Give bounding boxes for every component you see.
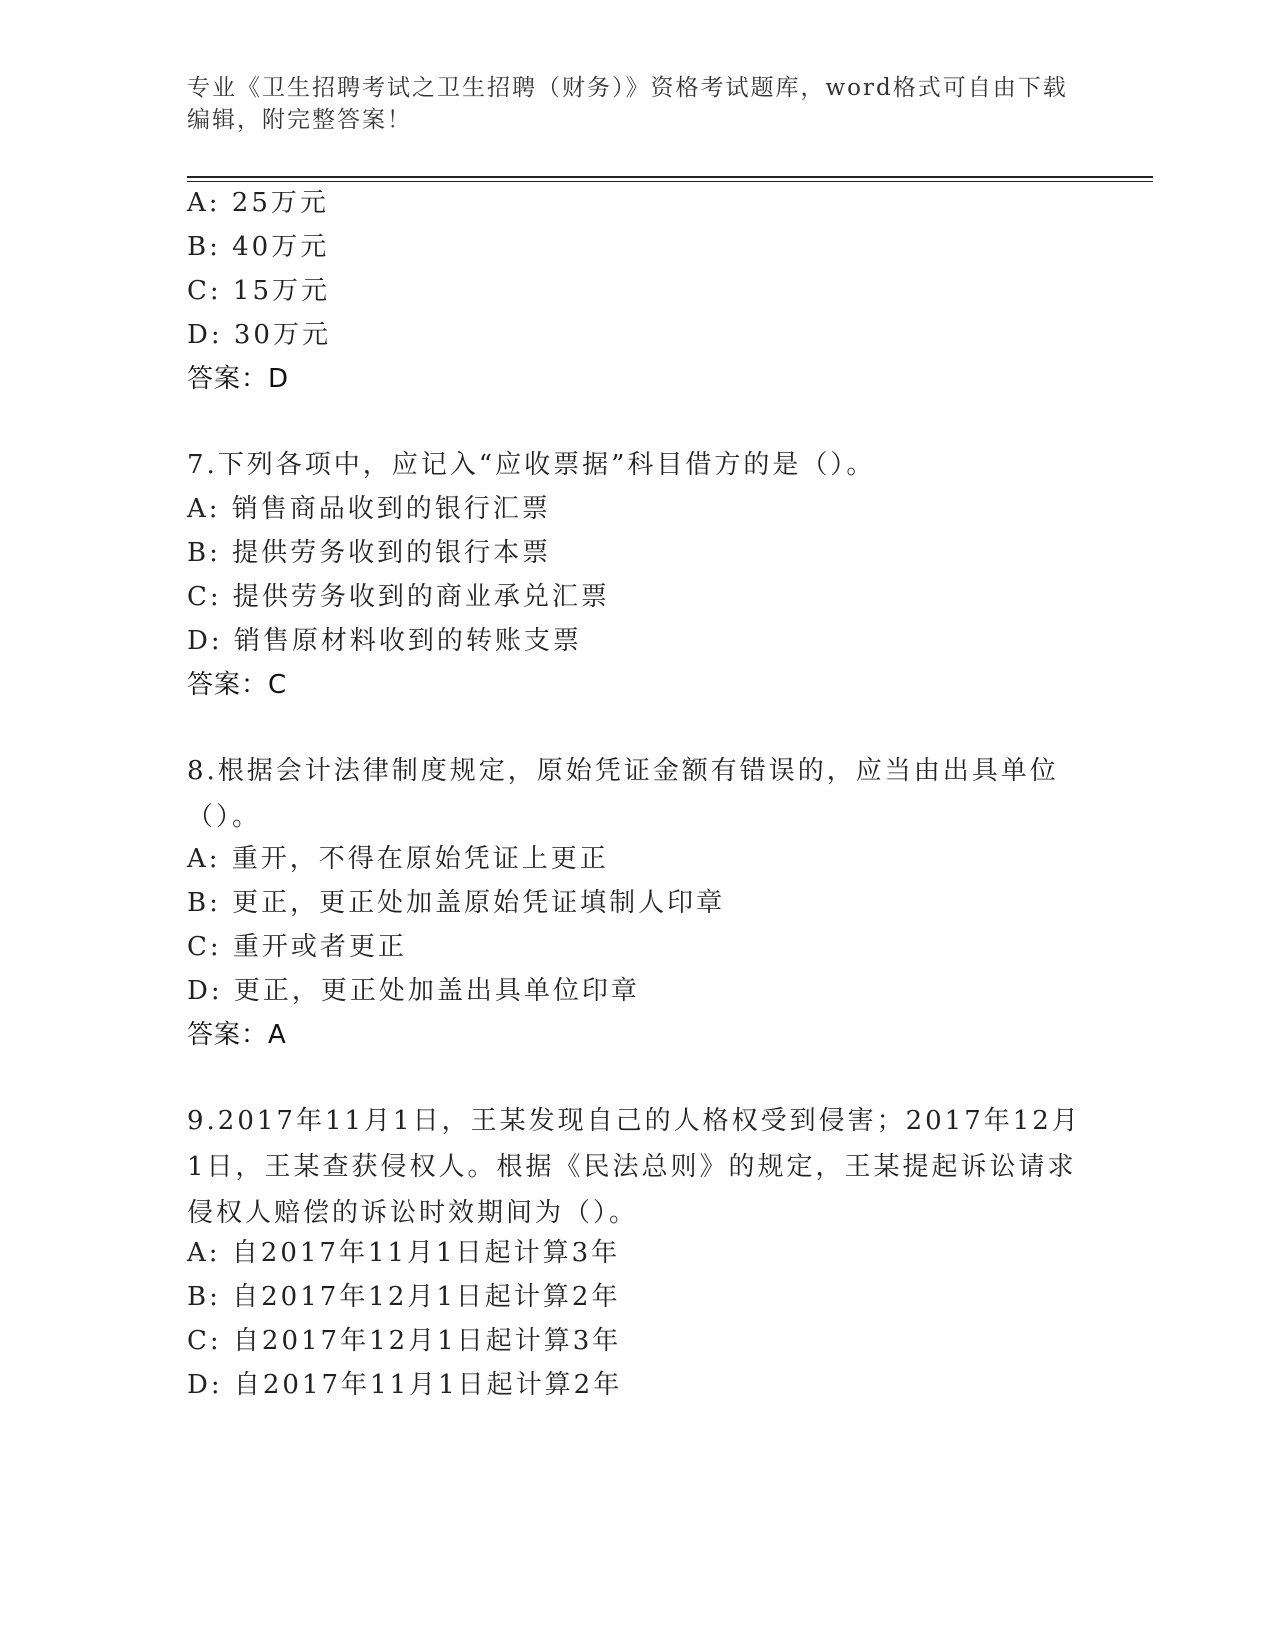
q8-answer: 答案：A	[187, 1020, 287, 1050]
q7-stem	[187, 442, 1087, 488]
header-divider-thick	[187, 176, 1153, 178]
q6-answer: 答案：D	[187, 364, 290, 394]
q8-option-b: B: 更正，更正处加盖原始凭证填制人印章	[187, 888, 726, 918]
q8-stem-line-1: 8.根据会计法律制度规定，原始凭证金额有错误的，应当由出具单位	[187, 756, 1059, 786]
q9-stem	[187, 1098, 1087, 1236]
header-line-2: 编辑，附完整答案！	[187, 107, 412, 133]
q6-option-d: D: 30万元	[187, 320, 331, 350]
q6-option-c: C: 15万元	[187, 276, 331, 306]
q9-stem-line-1: 9.2017年11月1日，王某发现自己的人格权受到侵害；2017年12月	[187, 1106, 1081, 1136]
q9-option-a: A: 自2017年11月1日起计算3年	[187, 1238, 621, 1268]
q9-option-d: D: 自2017年11月1日起计算2年	[187, 1370, 623, 1400]
q9-stem-line-3: 侵权人赔偿的诉讼时效期间为（）。	[187, 1198, 639, 1228]
q6-option-a: A: 25万元	[187, 188, 329, 218]
q7-option-b: B: 提供劳务收到的银行本票	[187, 538, 552, 568]
q7-option-c: C: 提供劳务收到的商业承兑汇票	[187, 582, 610, 612]
q9-stem-line-2: 1日，王某查获侵权人。根据《民法总则》的规定，王某提起诉讼请求	[187, 1152, 1077, 1182]
q7-option-d: D: 销售原材料收到的转账支票	[187, 626, 582, 656]
q7-answer: 答案：C	[187, 670, 288, 700]
q6-option-b: B: 40万元	[187, 232, 330, 262]
q8-option-a: A: 重开，不得在原始凭证上更正	[187, 844, 609, 874]
document-header	[187, 72, 1087, 136]
q8-stem-line-2: （）。	[187, 802, 262, 832]
q9-option-c: C: 自2017年12月1日起计算3年	[187, 1326, 622, 1356]
q9-option-b: B: 自2017年12月1日起计算2年	[187, 1282, 621, 1312]
q7-stem-line: 7.下列各项中，应记入“应收票据”科目借方的是（）。	[187, 450, 876, 480]
q8-option-d: D: 更正，更正处加盖出具单位印章	[187, 976, 640, 1006]
q8-stem	[187, 748, 1087, 840]
q8-option-c: C: 重开或者更正	[187, 932, 407, 962]
q7-option-a: A: 销售商品收到的银行汇票	[187, 494, 551, 524]
header-line-1: 专业《卫生招聘考试之卫生招聘（财务）》资格考试题库，word格式可自由下载	[187, 75, 1068, 101]
